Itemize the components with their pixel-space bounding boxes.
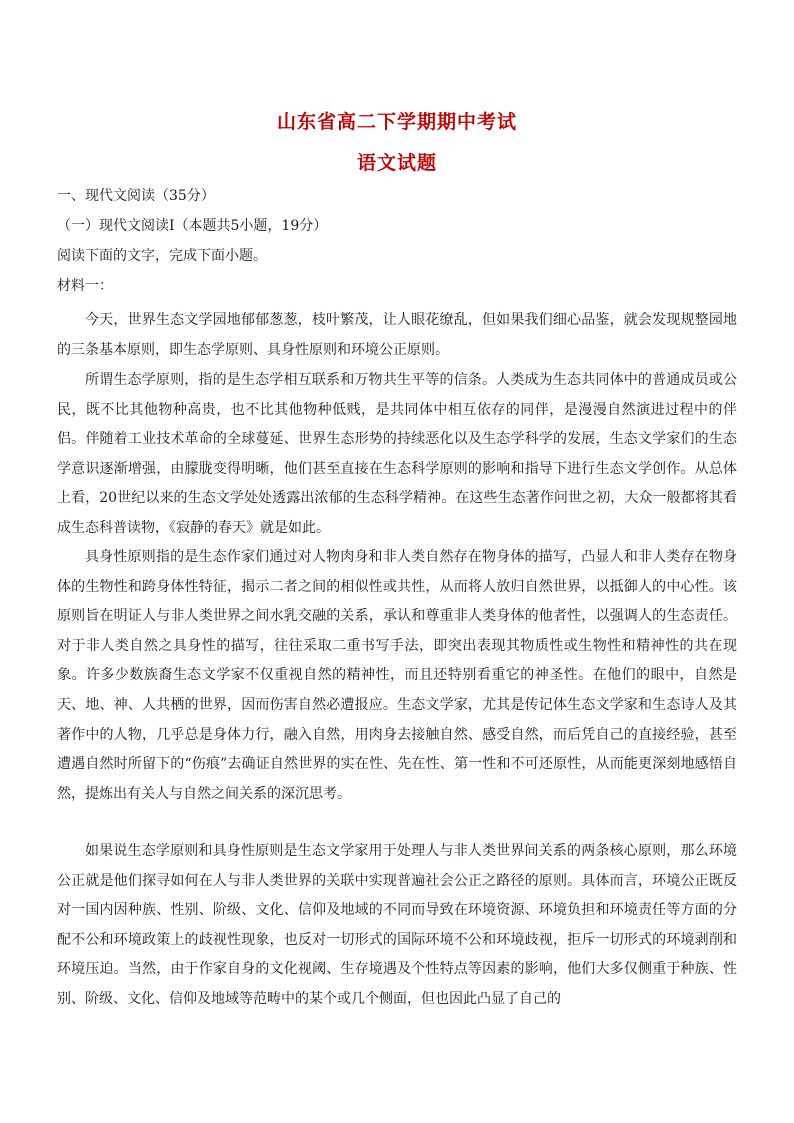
instruction-text: 阅读下面的文字，完成下面小题。 [57,248,267,264]
paragraph-1: 今天，世界生态文学园地郁郁葱葱，枝叶繁茂，让人眼花缭乱，但如果我们细心品鉴，就会发现规整园地的三条基本原则，即生态学原则、具身性原则和环境公正原则。 [57,312,737,358]
material-label: 材料一： [57,278,113,294]
exam-title: 山东省高二下学期期中考试 [276,111,517,133]
subsection-heading: （一）现代文阅读Ⅰ（本题共5小题，19分） [57,218,328,234]
paragraph-4: 如果说生态学原则和具身性原则是生态文学家用于处理人与非人类世界间关系的两条核心原则，那么环境公正就是他们探寻如何在人与非人类世界的关联中实现普遍社会公正之路径的原则。具体而言，环境公正既反对一国内因种族、性别、阶级、文化、信仰及地域的不同而导致在环境资源、环境负担和环境责任等方面的分配不公和环境政策上的歧视性现象，也反对一切形式的国际环境不公和环境歧视，拒斥一切形式的环境剥削和环境压迫。当然，由于作家自身的文化视阈、生存境遇及个性特点等因素的影响，他们大多仅侧重于种族、性别、阶级、文化、信仰及地域等范畴中的某个或几个侧面，但也因此凸显了自己的 [57,843,737,1007]
exam-subtitle: 语文试题 [356,152,437,174]
paragraph-2: 所谓生态学原则，指的是生态学相互联系和万物共生平等的信条。人类成为生态共同体中的普通成员或公民，既不比其他物种高贵，也不比其他物种低贱，是共同体中相互依存的同伴，是漫漫自然演进过程中的伴侣。伴随着工业技术革命的全球蔓延、世界生态形势的持续恶化以及生态学科学的发展，生态文学家们的生态学意识逐渐增强，由朦胧变得明晰，他们甚至直接在生态科学原则的影响和指导下进行生态文学创作。从总体上看，20世纪以来的生态文学处处透露出浓郁的生态科学精神。在这些生态著作问世之初，大众一般都将其看成生态科普读物，《寂静的春天》就是如此。 [57,372,737,536]
paragraph-3: 具身性原则指的是生态作家们通过对人物肉身和非人类自然存在物身体的描写，凸显人和非人类存在物身体的生物性和跨身体性特征，揭示二者之间的相似性或共性，从而将人放归自然世界，以抵御人的中心性。该原则旨在明证人与非人类世界之间水乳交融的关系，承认和尊重非人类身体的他者性，以强调人的生态责任。对于非人类自然之具身性的描写，往往采取二重书写手法，即突出表现其物质性或生物性和精神性的共在现象。许多少数族裔生态文学家不仅重视自然的精神性，而且还特别看重它的神圣性。在他们的眼中，自然是天、地、神、人共栖的世界，因而伤害自然必遭报应。生态文学家，尤其是传记体生态文学家和生态诗人及其著作中的人物，几乎总是身体力行，融入自然，用肉身去接触自然、感受自然，而后凭自己的直接经验，甚至遭遇自然时所留下的“伤痕”去确证自然世界的实在性、先在性、第一性和不可还原性，从而能更深刻地感悟自然，提炼出有关人与自然之间关系的深沉思考。 [57,549,737,802]
section-heading: 一、现代文阅读（35分） [57,188,215,204]
